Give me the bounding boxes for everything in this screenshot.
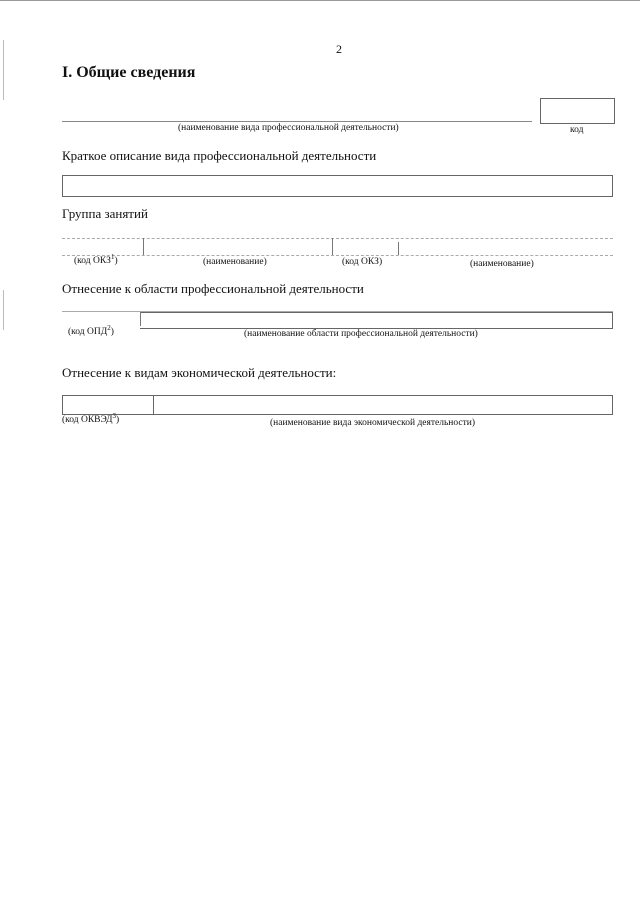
activity-name-caption: (наименование вида профессиональной деятельности) [178, 123, 399, 133]
section-title: I. Общие сведения [62, 64, 196, 81]
occupation-name-caption-1: (наименование) [203, 257, 267, 267]
opd-code-caption: (код ОПД$^2$) [68, 323, 114, 337]
opd-divider [140, 312, 141, 326]
page-top-edge [0, 0, 640, 1]
okz-code-field-2[interactable] [334, 240, 397, 254]
activity-code-field[interactable] [540, 98, 615, 124]
scan-margin-mark [3, 40, 4, 100]
activity-code-caption: код [570, 125, 584, 135]
scan-margin-mark [3, 290, 4, 330]
occupation-name-field-1[interactable] [145, 240, 331, 254]
opd-code-field[interactable] [62, 312, 139, 326]
occupation-group-divider [398, 242, 399, 255]
opd-label: Отнесение к области профессиональной деятельности [62, 281, 364, 296]
activity-name-field[interactable] [62, 121, 532, 122]
opd-name-field[interactable] [140, 312, 613, 329]
occupation-group-divider [332, 238, 333, 255]
okved-name-field[interactable] [153, 395, 613, 415]
occupation-name-caption-2: (наименование) [470, 259, 534, 269]
page-number: 2 [336, 42, 342, 56]
occupation-group-label: Группа занятий [62, 206, 148, 221]
brief-description-field[interactable] [62, 175, 613, 197]
occupation-name-field-2[interactable] [400, 240, 612, 254]
occupation-group-top-rule [62, 238, 613, 239]
okved-label: Отнесение к видам экономической деятельности: [62, 365, 337, 380]
occupation-group-divider [143, 238, 144, 255]
opd-name-caption: (наименование области профессиональной деятельности) [244, 329, 478, 339]
brief-description-label: Краткое описание вида профессиональной деятельности [62, 148, 377, 163]
okz-code-field-1[interactable] [62, 240, 142, 254]
okved-code-field[interactable] [62, 395, 154, 415]
okved-name-caption: (наименование вида экономической деятельности) [270, 418, 475, 428]
okz-code-caption-2: (код ОКЗ) [342, 257, 383, 267]
occupation-group-bottom-rule [62, 255, 613, 256]
okved-code-caption: (код ОКВЭД$^3$) [62, 411, 120, 425]
okz-code-caption-1: (код ОКЗ$^1$) [74, 252, 118, 266]
